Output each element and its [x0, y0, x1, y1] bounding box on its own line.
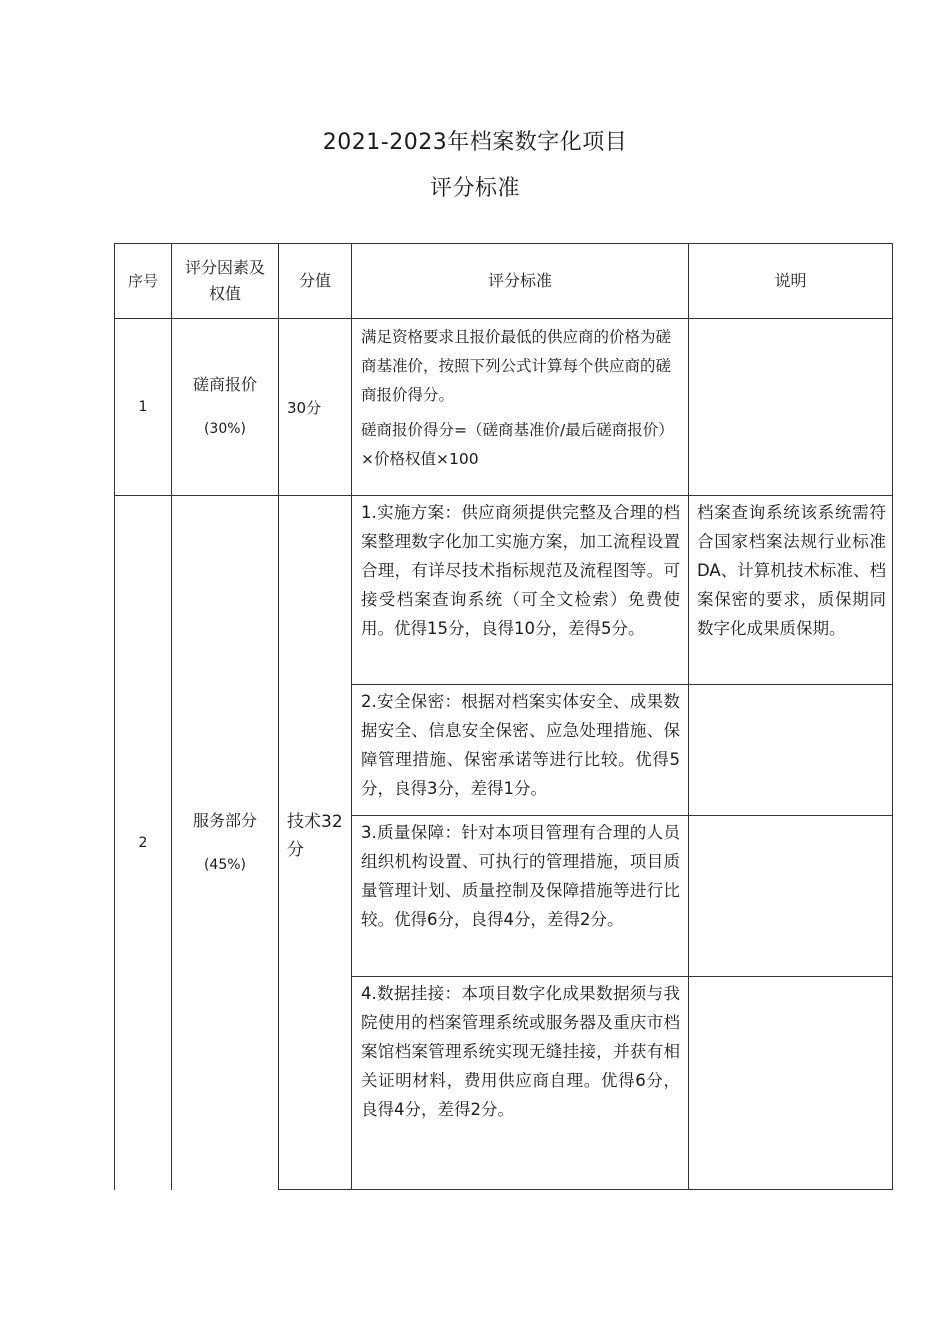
header-notes: 说明: [689, 244, 893, 319]
document-title: 2021-2023年档案数字化项目: [322, 130, 628, 155]
row-points: 技术32分: [279, 496, 352, 1190]
row-factor: 磋商报价: [192, 375, 257, 394]
row-factor: 服务部分: [192, 810, 257, 830]
criteria-item: 2.安全保密：根据对档案实体安全、成果数据安全、信息安全保密、应急处理措施、保障管理措施、保密承诺等进行比较。优得5分，良得3分，差得1分。: [352, 685, 689, 816]
criteria-formula: 磋商报价得分=（磋商基准价/最后磋商报价）×价格权值×100: [361, 421, 674, 468]
criteria-note: [689, 816, 893, 977]
row-factor-cell: [172, 496, 279, 1190]
table-row: [115, 496, 893, 685]
row-criteria-cell: [352, 319, 689, 496]
criteria-note: [689, 685, 893, 816]
row-note: [689, 319, 893, 496]
document-subtitle: 评分标准: [429, 176, 520, 201]
row-seq: 2: [115, 496, 172, 1190]
criteria-item: 1.实施方案：供应商须提供完整及合理的档案整理数字化加工实施方案，加工流程设置合理，有详尽技术指标规范及流程图等。可接受档案查询系统（可全文检索）免费使用。优得15分，良得10分，差得5分。: [352, 496, 689, 685]
criteria-item: 3.质量保障：针对本项目管理有合理的人员组织机构设置、可执行的管理措施，项目质量管理计划、质量控制及保障措施等进行比较。优得6分，良得4分，差得2分。: [352, 816, 689, 977]
row-weight: (30%): [203, 421, 247, 437]
criteria-note: [689, 977, 893, 1190]
criteria-note: 档案查询系统该系统需符合国家档案法规行业标准DA、计算机技术标准、档案保密的要求，质保期同数字化成果质保期。: [689, 496, 893, 685]
table-header-row: [115, 244, 893, 319]
criteria-text: 满足资格要求且报价最低的供应商的价格为磋商基准价，按照下列公式计算每个供应商的磋商报价得分。: [361, 328, 672, 404]
header-criteria: 评分标准: [352, 244, 689, 319]
row-weight: (45%): [203, 856, 247, 873]
row-points: 30分: [279, 319, 352, 496]
header-factor: 评分因素及权值: [172, 244, 279, 319]
scoring-table: [114, 243, 893, 1190]
table-row: [115, 319, 893, 496]
header-points: 分值: [279, 244, 352, 319]
row-seq: 1: [115, 319, 172, 496]
header-seq: 序号: [115, 244, 172, 319]
row-factor-cell: [172, 319, 279, 496]
criteria-item: 4.数据挂接：本项目数字化成果数据须与我院使用的档案管理系统或服务器及重庆市档案馆档案管理系统实现无缝挂接，并获有相关证明材料，费用供应商自理。优得6分，良得4分，差得2分。: [352, 977, 689, 1190]
